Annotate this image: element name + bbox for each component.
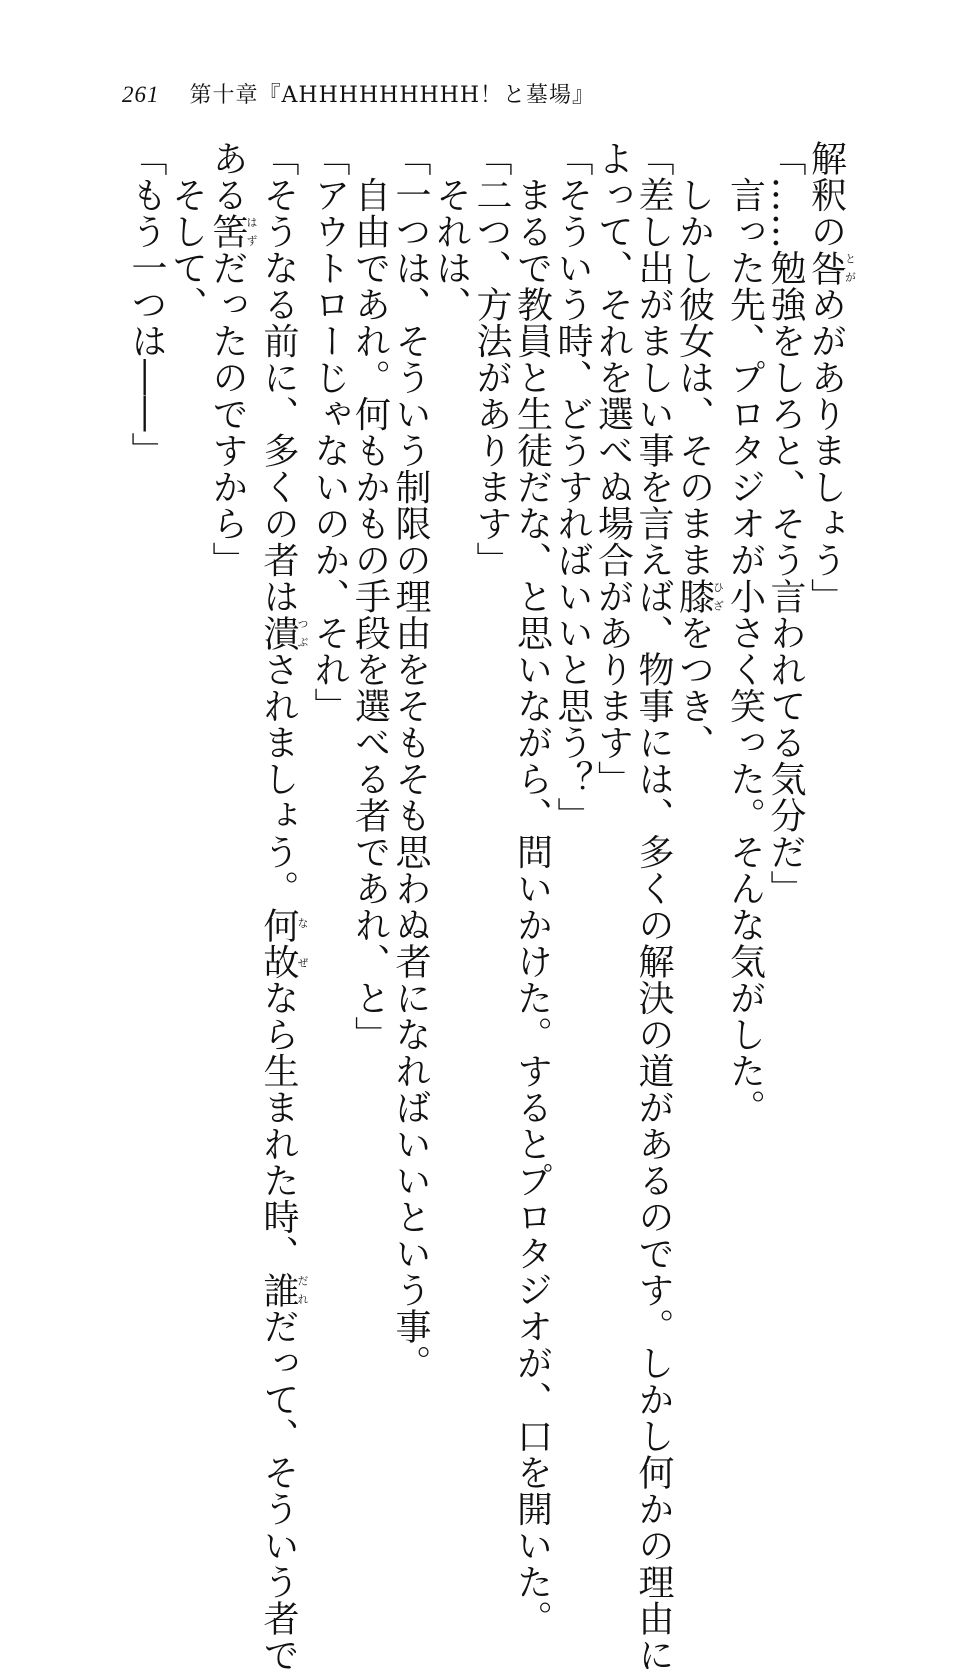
text-line: 「……勉強をしろと、そう言われてる気分だ」	[765, 140, 806, 907]
text-line: 「もう一つは――」	[126, 140, 167, 469]
running-head	[122, 80, 595, 111]
text-line: 解釈の咎とがめがありましょう」	[805, 140, 857, 615]
page-number: 261	[122, 82, 160, 107]
text-line: 「差し出がましい事を言えば、物事には、多くの解決の道があるのです。しかし何かの理由に	[633, 140, 674, 1673]
text-line: ある筈はずだったのですから」	[207, 140, 258, 578]
chapter-title: 第十章『AHHHHHHHHH！と墓場』	[189, 83, 596, 108]
text-line: 「一つは、そういう制限の理由をそもそも思わぬ者になればいいという事。	[390, 140, 431, 1381]
ruby-annotation: 膝ひざ	[673, 578, 725, 615]
text-line: 「アウトローじゃないのか、それ」	[309, 140, 350, 724]
ruby-annotation: 誰だれ	[258, 1271, 309, 1308]
body-text	[126, 140, 857, 1673]
text-line: そして、	[166, 140, 208, 323]
text-line: 「二つ、方法があります」	[471, 140, 512, 578]
text-line: まるで教員と生徒だな、と思いながら、問いかけた。するとプロタジオが、口を開いた。	[511, 140, 553, 1637]
text-line: 言った先、プロタジオが小さく笑った。そんな気がした。	[724, 140, 766, 1126]
ruby-annotation: 何故なぜ	[258, 906, 309, 980]
ruby-annotation: 咎とが	[805, 249, 857, 286]
ruby-annotation: 潰つぶ	[258, 614, 309, 651]
text-line: それは、	[430, 140, 472, 323]
text-line: 「そうなる前に、多くの者は潰つぶされましょう。何故なぜなら生まれた時、誰だれだって、そういう者で	[258, 140, 309, 1673]
text-line: しかし彼女は、そのまま膝ひざをつき、	[673, 140, 725, 761]
ruby-annotation: 筈はず	[207, 213, 258, 250]
text-line: 自由であれ。何もかもの手段を選べる者であれ、と」	[349, 140, 391, 1053]
text-line: よって、それを選べぬ場合があります」	[592, 140, 634, 797]
text-line: 「そういう時、どうすればいいと思う？」	[552, 140, 593, 834]
